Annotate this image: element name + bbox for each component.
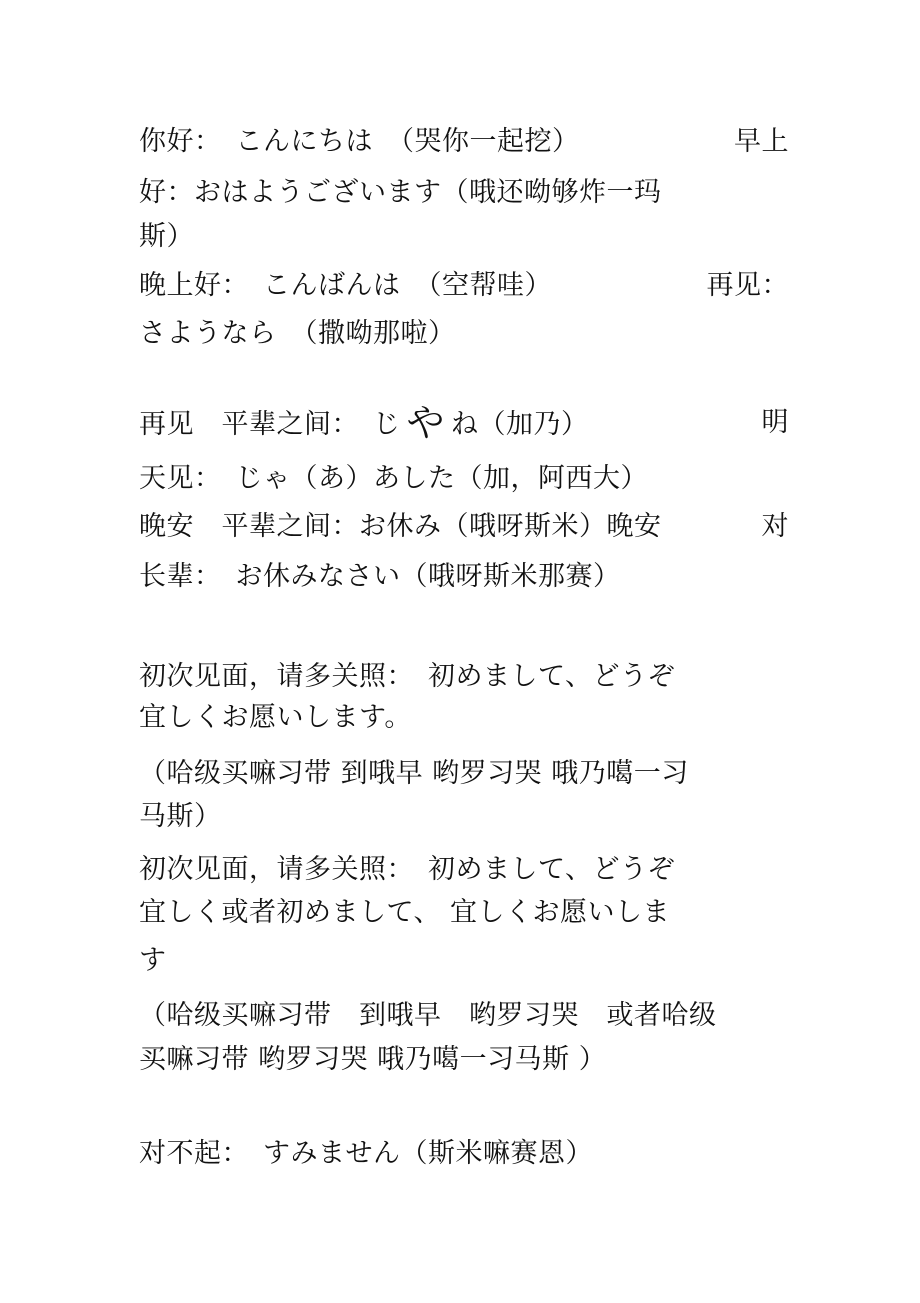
line-good-morning: 好：おはようございます（哦还呦够炸一玛 bbox=[139, 177, 662, 208]
line-pronunciation-2: （哈级买嘛习带 到哦早 哟罗习哭 或者哈级 bbox=[139, 1000, 717, 1031]
line-sorry: 对不起： すみません（斯米嘛赛恩） bbox=[139, 1138, 593, 1169]
line-see-you-tomorrow: 天见： じゃ（あ）あした（加，阿西大） bbox=[139, 463, 648, 494]
text-segment: 再见 平辈之间： じ bbox=[139, 409, 401, 440]
text-segment: ね（加乃） bbox=[451, 409, 589, 440]
text-segment: 对 bbox=[761, 511, 789, 542]
text-segment: 早上 bbox=[734, 126, 789, 157]
line-good-evening bbox=[139, 269, 789, 303]
text-segment: 晚上好： こんばんは （空帮哇） bbox=[139, 270, 552, 301]
line-goodbye-casual bbox=[139, 401, 789, 445]
text-segment: 明 bbox=[761, 407, 789, 438]
line-good-night bbox=[139, 510, 789, 544]
line-pronunciation: （哈级买嘛习带 到哦早 哟罗习哭 哦乃噶一习 bbox=[139, 758, 689, 789]
line-nice-to-meet-2-cont: 宜しく或者初めまして、 宜しくお愿いしま bbox=[139, 897, 671, 928]
line-nice-to-meet-cont: 宜しくお愿いします。 bbox=[139, 702, 412, 733]
line-good-night-elder: 长辈： お休みなさい（哦呀斯米那赛） bbox=[139, 561, 621, 592]
line-hello bbox=[139, 125, 789, 159]
line-nice-to-meet-2-end: す bbox=[139, 945, 167, 976]
text-segment: 晚安 平辈之间：お休み（哦呀斯米）晚安 bbox=[139, 511, 662, 542]
text-segment bbox=[139, 401, 589, 445]
text-segment: 再见： bbox=[706, 270, 789, 301]
line-good-morning-cont: 斯） bbox=[139, 221, 194, 252]
line-nice-to-meet-2: 初次见面，请多关照： 初めまして、どうぞ bbox=[139, 854, 675, 885]
line-nice-to-meet: 初次见面，请多关照： 初めまして、どうぞ bbox=[139, 661, 675, 692]
line-pronunciation-cont: 马斯） bbox=[139, 801, 222, 832]
line-goodbye: さようなら （撒呦那啦） bbox=[139, 318, 456, 349]
large-kana: や bbox=[406, 401, 446, 445]
text-segment: 你好： こんにちは （哭你一起挖） bbox=[139, 126, 580, 157]
line-pronunciation-2-cont: 买嘛习带 哟罗习哭 哦乃噶一习马斯 ） bbox=[139, 1044, 607, 1075]
